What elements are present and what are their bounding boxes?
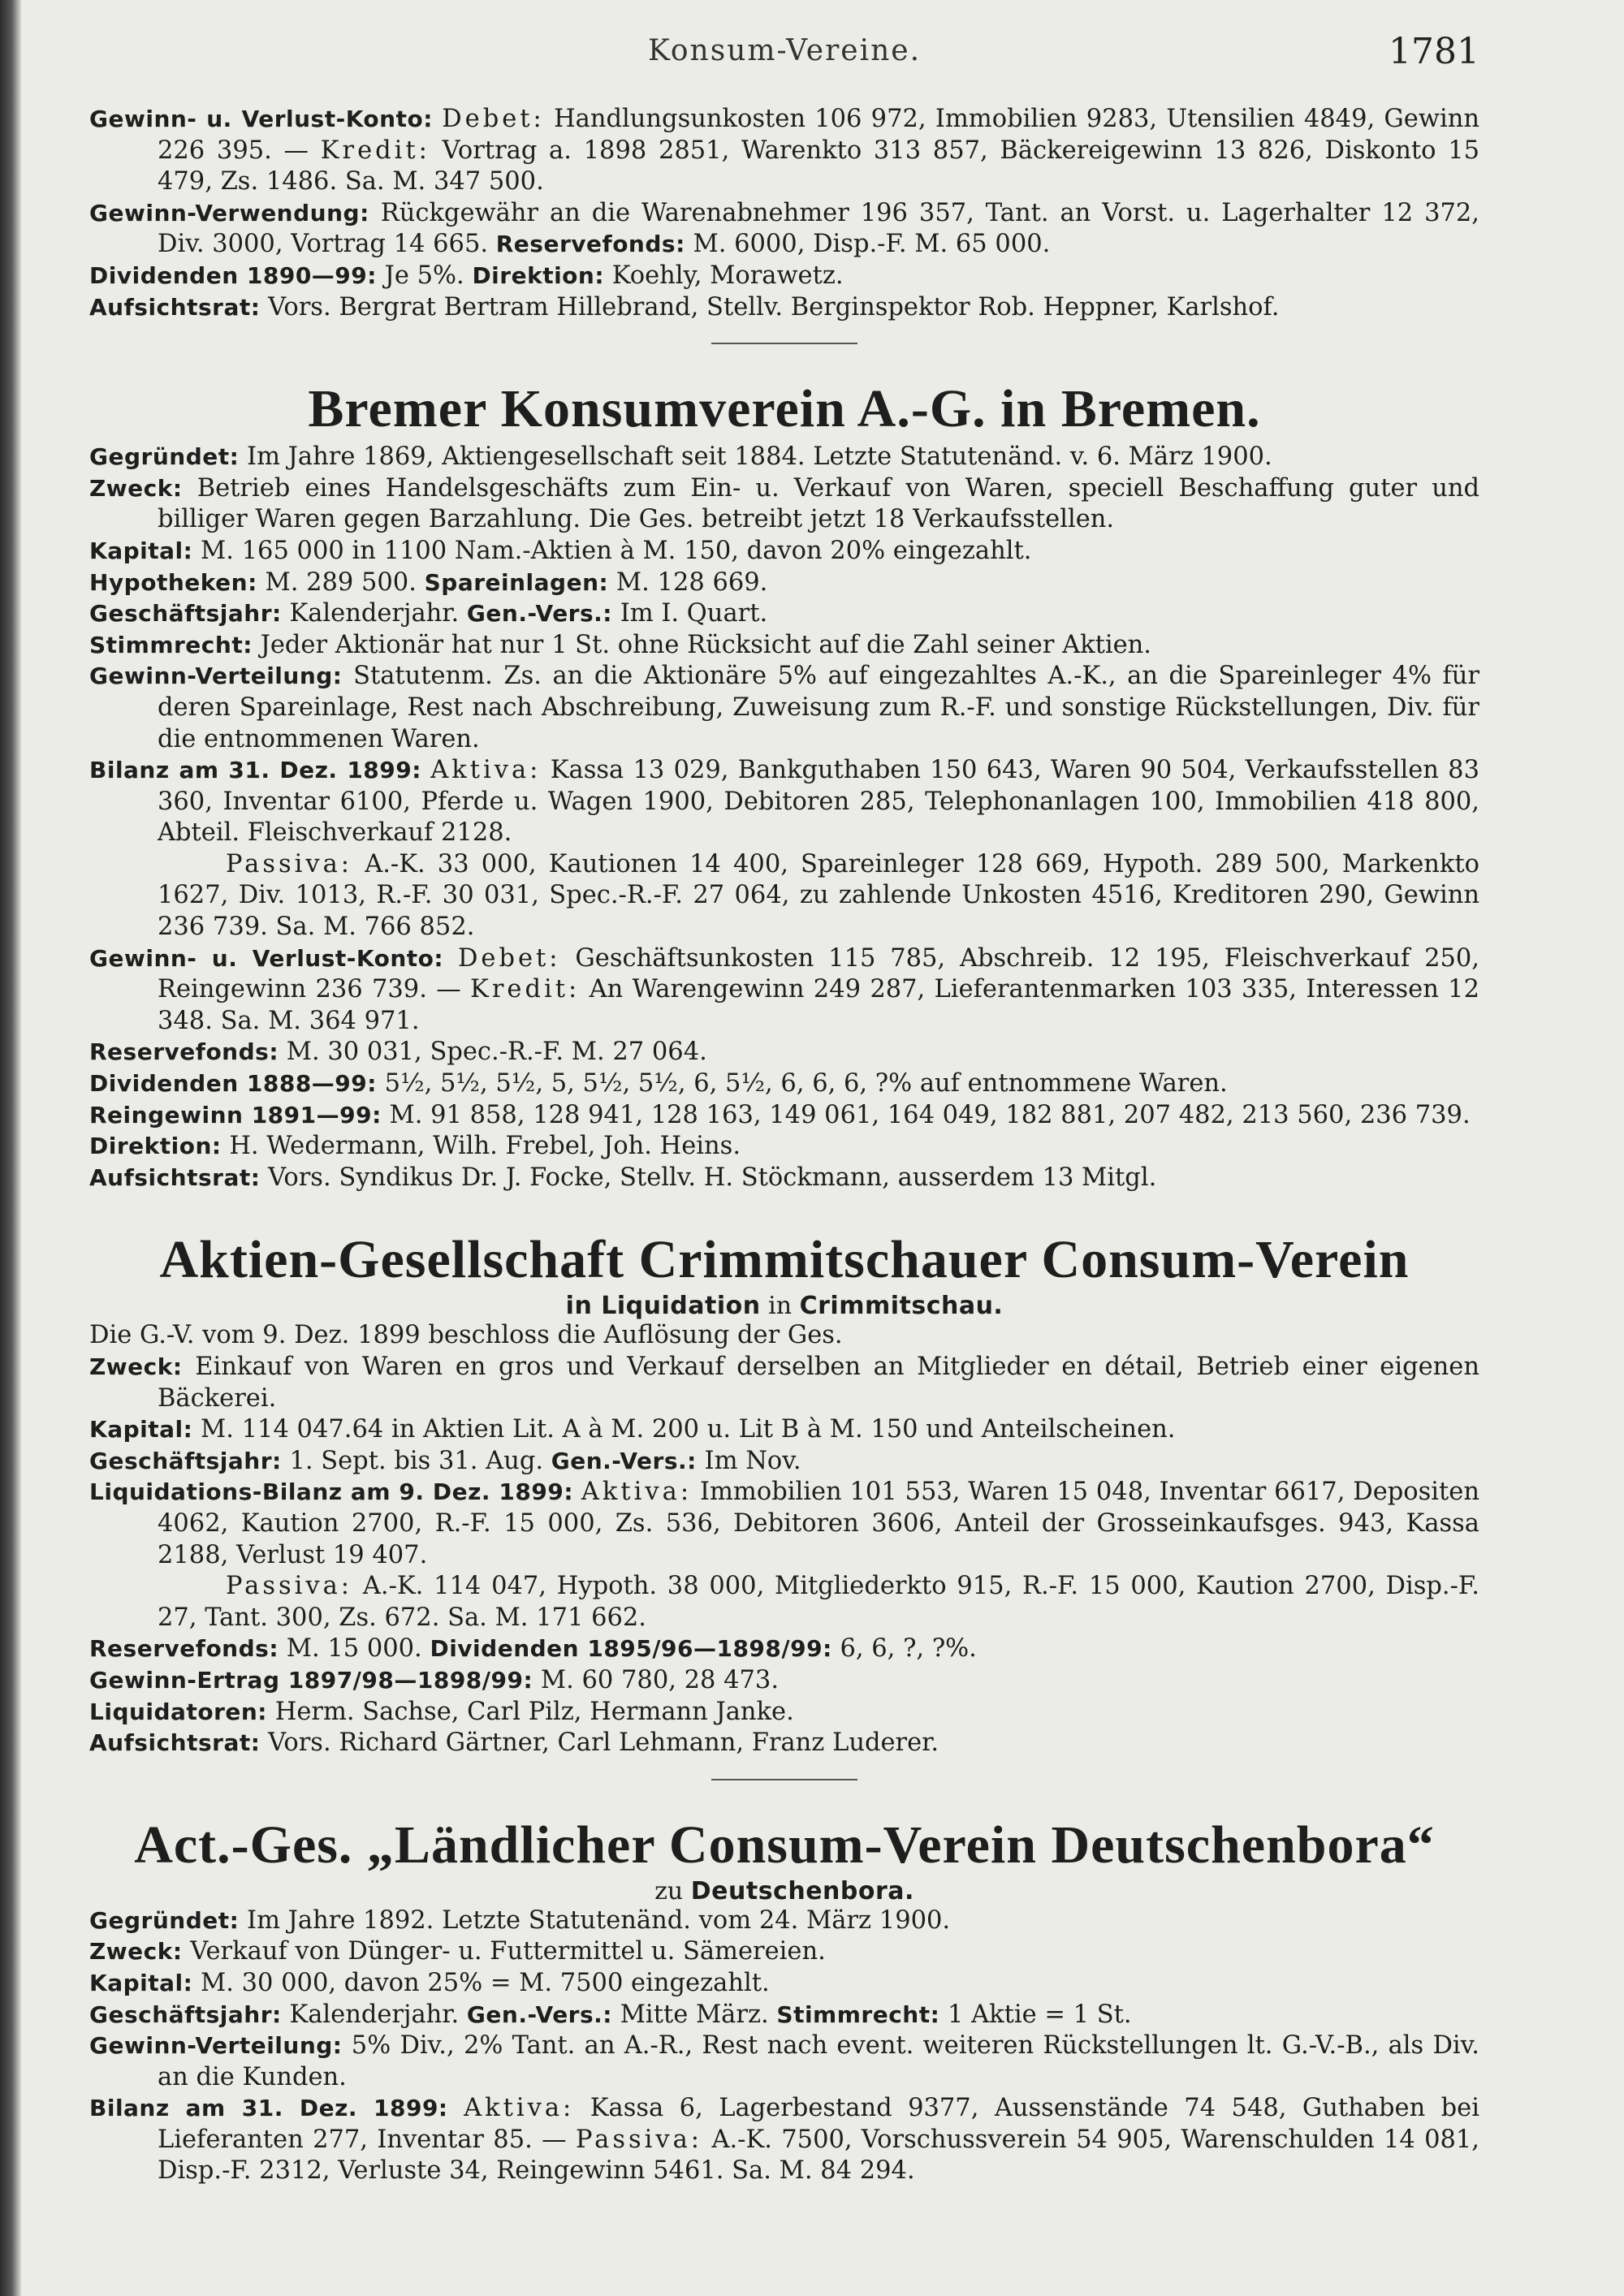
entry-bilanz-passiva: Passiva: A.-K. 33 000, Kautionen 14 400, Spareinleger 128 669, Hypoth. 289 500, Markenkto 1627, Div. 1013, R.-F. 30 031, Spec.-R.-F. 27 064, zu zahlende Unkosten 4516, Kreditoren 290, Gewinn 236 739. Sa. M. 766 852. — [158, 849, 1479, 942]
entry-liquidations-bilanz-aktiva: Liquidations-Bilanz am 9. Dez. 1899: Aktiva: Immobilien 101 553, Waren 15 048, Inventar 6617, Depositen 4062, Kaution 2700, R.-F. 15 000, Zs. 536, Debitoren 3606, Anteil der Grosseinkaufsges. 943, Kassa 2188, Verlust 19 407. — [89, 1478, 1479, 1569]
company-subtitle: in Liquidation in Crimmitschau. — [565, 1292, 1004, 1321]
entry-reingewinn: Reingewinn 1891—99: M. 91 858, 128 941, 128 163, 149 061, 164 049, 182 881, 207 482, 213 560, 236 739. — [89, 1100, 1471, 1129]
entry-liquidatoren: Liquidatoren: Herm. Sachse, Carl Pilz, Hermann Janke. — [89, 1697, 794, 1726]
entry-kapital: Kapital: M. 114 047.64 in Aktien Lit. A à M. 200 u. Lit B à M. 150 und Anteilscheinen. — [89, 1415, 1176, 1444]
entry-direktion: Direktion: H. Wedermann, Wilh. Frebel, Joh. Heins. — [89, 1132, 741, 1161]
section-divider — [711, 343, 857, 344]
entry-aufsichtsrat: Aufsichtsrat: Vors. Syndikus Dr. J. Focke, Stellv. H. Stöckmann, ausserdem 13 Mitgl. — [89, 1163, 1157, 1192]
entry-reservefonds: Reservefonds: M. 15 000. Dividenden 1895/96—1898/99: 6, 6, ?, ?%. — [89, 1634, 977, 1664]
company-title: Bremer Konsumverein A.-G. in Bremen. — [308, 379, 1261, 439]
company-subtitle: zu Deutschenbora. — [654, 1876, 914, 1905]
entry-geschaeftsjahr: Geschäftsjahr: Kalenderjahr. Gen.-Vers.: Im I. Quart. — [89, 599, 768, 628]
entry-liquidations-bilanz-passiva: Passiva: A.-K. 114 047, Hypoth. 38 000, Mitgliederkto 915, R.-F. 15 000, Kaution 2700, Disp.-F. 27, Tant. 300, Zs. 672. Sa. M. 171 662. — [158, 1572, 1480, 1632]
entry-bilanz-aktiva: Bilanz am 31. Dez. 1899: Aktiva: Kassa 13 029, Bankguthaben 150 643, Waren 90 504, Verkaufsstellen 83 360, Inventar 6100, Pferde u. Wagen 1900, Debitoren 285, Telephonanlagen 100, Immobilien 418 800, Abteil. Fleischverkauf 2128. — [89, 756, 1479, 848]
entry-reservefonds: Reservefonds: M. 30 031, Spec.-R.-F. M. 27 064. — [89, 1038, 707, 1067]
entry-aufsichtsrat: Aufsichtsrat: Vors. Bergrat Bertram Hillebrand, Stellv. Berginspektor Rob. Heppner, Karlshof. — [89, 292, 1280, 322]
section-previous-company — [89, 104, 1479, 323]
entry-kapital: Kapital: M. 165 000 in 1100 Nam.-Aktien à M. 150, davon 20% eingezahlt. — [89, 536, 1032, 565]
entry-stimmrecht: Stimmrecht: Jeder Aktionär hat nur 1 St. ohne Rücksicht auf die Zahl seiner Aktien. — [89, 630, 1151, 659]
entry-gewinn-verlust: Gewinn- u. Verlust-Konto: Debet: Geschäftsunkosten 115 785, Abschreib. 12 195, Fleischverkauf 250, Reingewinn 236 739. — Kredit: An Warengewinn 249 287, Lieferantenmarken 103 335, Interessen 12 348. Sa. M. 364 971. — [89, 943, 1479, 1035]
entry-gewinn-verteilung: Gewinn-Verteilung: 5% Div., 2% Tant. an A.-R., Rest nach event. weiteren Rückstellungen lt. G.-V.-B., als Div. an die Kunden. — [89, 2031, 1479, 2091]
entry-gegruendet: Gegründet: Im Jahre 1892. Letzte Statutenänd. vom 24. März 1900. — [89, 1905, 951, 1935]
entry-gewinn-verteilung: Gewinn-Verteilung: Statutenm. Zs. an die Aktionäre 5% auf eingezahltes A.-K., an die Spareinleger 4% für deren Spareinlage, Rest nach Abschreibung, Zuweisung zum R.-F. und sonstige Rückstellungen, Div. für die entnommenen Waren. — [89, 662, 1479, 753]
entry-dividenden-direktion: Dividenden 1890—99: Je 5%. Direktion: Koehly, Morawetz. — [89, 261, 844, 290]
section-deutschenbora — [89, 1813, 1479, 2187]
scan-binding-edge — [0, 0, 21, 2296]
section-divider — [711, 1779, 857, 1780]
entry-dividenden: Dividenden 1888—99: 5½, 5½, 5½, 5, 5½, 5½, 6, 5½, 6, 6, 6, ?% auf entnommene Waren. — [89, 1069, 1228, 1098]
section-crimmitschauer-consum-verein — [89, 1228, 1479, 1759]
entry-gewinn-verwendung: Gewinn-Verwendung: Rückgewähr an die Warenabnehmer 196 357, Tant. an Vorst. u. Lagerhalter 12 372, Div. 3000, Vortrag 14 665. Reservefonds: M. 6000, Disp.-F. M. 65 000. — [89, 198, 1479, 259]
entry-gegruendet: Gegründet: Im Jahre 1869, Aktiengesellschaft seit 1884. Letzte Statutenänd. v. 6. März 1900. — [89, 442, 1272, 472]
entry-hypotheken: Hypotheken: M. 289 500. Spareinlagen: M. 128 669. — [89, 568, 768, 597]
entry-gewinn-ertrag: Gewinn-Ertrag 1897/98—1898/99: M. 60 780, 28 473. — [89, 1665, 780, 1694]
entry-zweck: Zweck: Betrieb eines Handelsgeschäfts zum Ein- u. Verkauf von Waren, speciell Beschaffung guter und billiger Waren gegen Barzahlung. Die Ges. betreibt jetzt 18 Verkaufsstellen. — [89, 473, 1480, 534]
section-bremer-konsumverein — [89, 377, 1479, 1193]
entry-aufsichtsrat: Aufsichtsrat: Vors. Richard Gärtner, Carl Lehmann, Franz Luderer. — [89, 1728, 939, 1758]
company-title: Aktien-Gesellschaft Crimmitschauer Consum-Verein — [159, 1230, 1410, 1290]
company-title: Act.-Ges. „Ländlicher Consum-Verein Deutschenbora“ — [134, 1815, 1435, 1875]
running-title: Konsum-Vereine. — [647, 34, 922, 67]
entry-geschaeftsjahr: Geschäftsjahr: 1. Sept. bis 31. Aug. Gen.-Vers.: Im Nov. — [89, 1446, 801, 1475]
entry-gewinn-verlust: Gewinn- u. Verlust-Konto: Debet: Handlungsunkosten 106 972, Immobilien 9283, Utensilien 4849, Gewinn 226 395. — Kredit: Vortrag a. 1898 2851, Warenkto 313 857, Bäckereigewinn 13 826, Diskonto 15 479, Zs. 1486. Sa. M. 347 500. — [89, 105, 1480, 196]
page-number: 1781 — [1389, 31, 1479, 72]
entry-bilanz: Bilanz am 31. Dez. 1899: Aktiva: Kassa 6, Lagerbestand 9377, Aussenstände 74 548, Guthaben bei Lieferanten 277, Inventar 85. — Passiva: A.-K. 7500, Vorschussverein 54 905, Warenschulden 14 081, Disp.-F. 2312, Verluste 34, Reingewinn 5461. Sa. M. 84 294. — [89, 2094, 1479, 2186]
entry-geschaeftsjahr: Geschäftsjahr: Kalenderjahr. Gen.-Vers.: Mitte März. Stimmrecht: 1 Aktie = 1 St. — [89, 2000, 1132, 2029]
entry-kapital: Kapital: M. 30 000, davon 25% = M. 7500 eingezahlt. — [89, 1968, 770, 1997]
page-header — [89, 31, 1479, 80]
entry-intro: Die G.-V. vom 9. Dez. 1899 beschloss die Auflösung der Ges. — [89, 1321, 843, 1350]
page-body — [89, 104, 1479, 2187]
entry-zweck: Zweck: Verkauf von Dünger- u. Futtermittel u. Sämereien. — [89, 1937, 826, 1966]
entry-zweck: Zweck: Einkauf von Waren en gros und Verkauf derselben an Mitglieder en détail, Betrieb einer eigenen Bäckerei. — [89, 1353, 1479, 1413]
